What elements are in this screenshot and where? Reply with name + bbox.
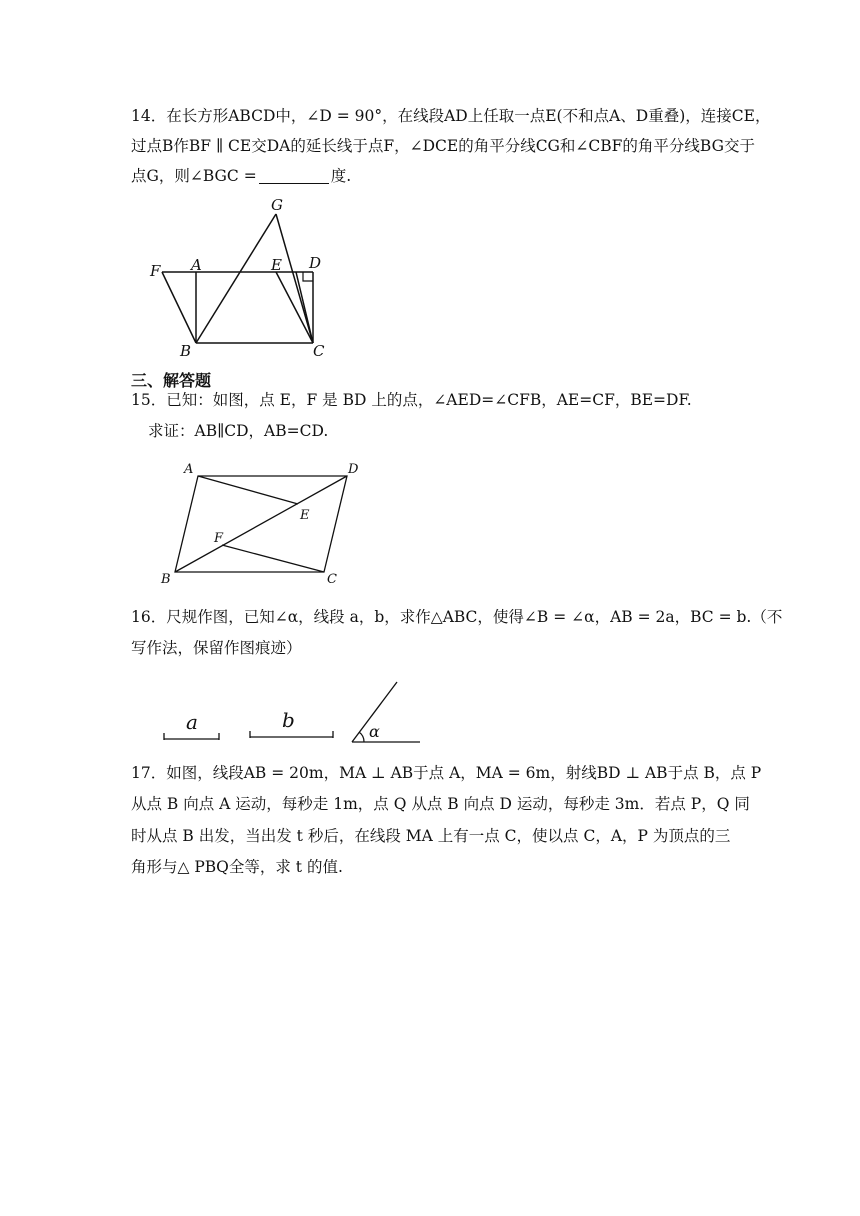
section-title: 三、解答题 [131, 371, 212, 390]
q15-label-a: A [184, 462, 194, 477]
q15-line-1: 15．已知：如图，点 E，F 是 BD 上的点，∠AED=∠CFB，AE=CF，BE=DF. [131, 391, 692, 409]
q16-label-alpha: α [369, 722, 380, 741]
q16-label-a: a [186, 710, 198, 734]
q16-line-2: 写作法，保留作图痕迹） [131, 639, 302, 657]
q14-label-g: G [271, 196, 283, 214]
q16-label-b: b [282, 708, 295, 732]
q16-line-1: 16．尺规作图，已知∠α，线段 a，b，求作△ABC，使得∠B = ∠α，AB = 2a，BC = b.（不 [131, 608, 783, 626]
q14-line-2: 过点B作BF ∥ CE交DA的延长线于点F，∠DCE的角平分线CG和∠CBF的角平分线BG交于 [131, 137, 755, 155]
q14-label-c: C [313, 342, 325, 360]
q14-label-e: E [271, 256, 282, 274]
q17-line-2: 从点 B 向点 A 运动，每秒走 1m，点 Q 从点 B 向点 D 运动，每秒走 3m．若点 P，Q 同 [131, 795, 750, 813]
q15-label-e: E [300, 508, 310, 523]
q14-label-a: A [191, 256, 202, 274]
q15-label-c: C [327, 572, 337, 587]
q14-line-3-suffix: 度. [330, 167, 352, 185]
q15-label-d: D [348, 462, 359, 477]
q15-line-2: 求证：AB∥CD，AB=CD. [148, 422, 329, 440]
q17-line-4: 角形与△ PBQ全等，求 t 的值. [131, 858, 343, 876]
q17-line-1: 17．如图，线段AB = 20m，MA ⊥ AB于点 A，MA = 6m，射线BD ⊥ AB于点 B，点 P [131, 764, 762, 782]
q14-label-f: F [150, 262, 161, 280]
q15-label-f: F [214, 531, 224, 546]
q15-label-b: B [161, 572, 171, 587]
q14-line-1: 14．在长方形ABCD中，∠D = 90°，在线段AD上任取一点E(不和点A、D重叠)，连接CE， [131, 107, 771, 125]
q14-label-b: B [180, 342, 192, 360]
q14-label-d: D [309, 254, 322, 272]
q17-line-3: 时从点 B 出发，当出发 t 秒后，在线段 MA 上有一点 C，使以点 C，A，P 为顶点的三 [131, 827, 731, 845]
q14-line-3-prefix: 点G，则∠BGC = [131, 167, 257, 185]
